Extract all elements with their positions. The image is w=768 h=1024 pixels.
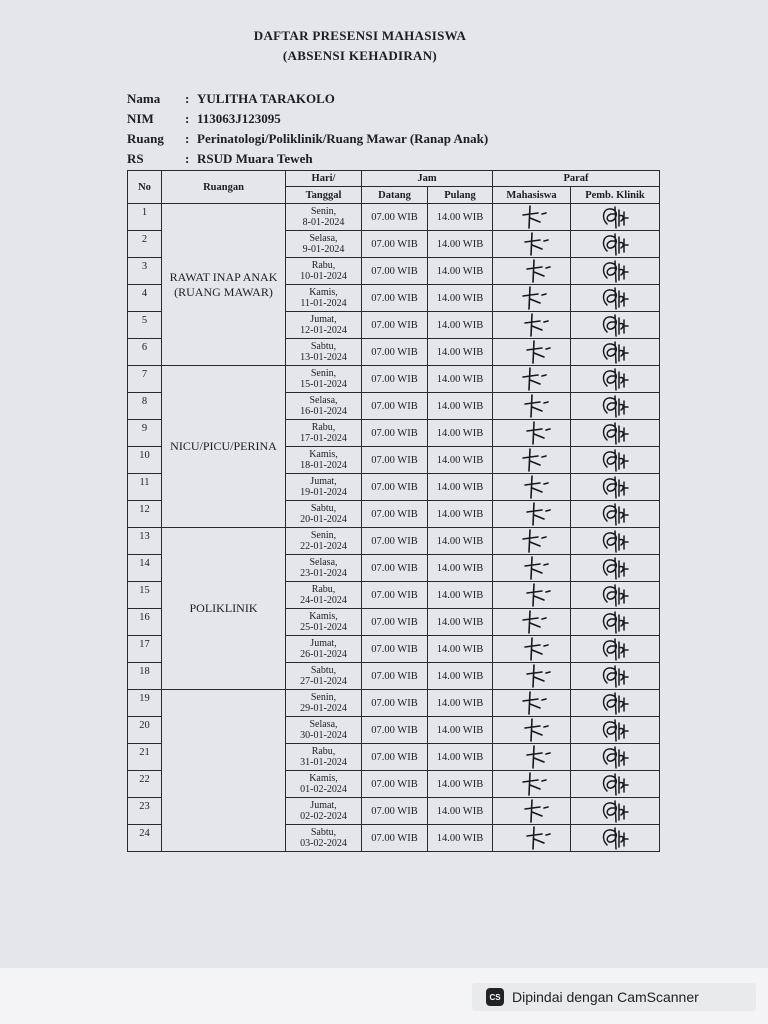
- day-name: Sabtu,: [310, 503, 337, 514]
- date-value: 10-01-2024: [300, 271, 347, 282]
- pulang-time: 14.00 WIB: [428, 744, 493, 771]
- day-name: Sabtu,: [310, 665, 337, 676]
- date-value: 17-01-2024: [300, 433, 347, 444]
- student-signature-icon: [512, 690, 552, 716]
- supervisor-signature-cell: [571, 771, 660, 798]
- supervisor-signature-cell: [571, 690, 660, 717]
- day-name: Rabu,: [311, 260, 336, 271]
- date-value: 24-01-2024: [300, 595, 347, 606]
- supervisor-signature-icon: [593, 636, 637, 662]
- supervisor-signature-cell: [571, 798, 660, 825]
- day-name: Rabu,: [311, 422, 336, 433]
- row-number: 2: [128, 231, 162, 258]
- day-date-cell: [286, 474, 362, 501]
- row-number: 6: [128, 339, 162, 366]
- supervisor-signature-icon: [593, 285, 637, 311]
- camscanner-watermark: [472, 983, 756, 1011]
- pulang-time: 14.00 WIB: [428, 366, 493, 393]
- datang-time: 07.00 WIB: [362, 393, 428, 420]
- supervisor-signature-cell: [571, 528, 660, 555]
- date-value: 31-01-2024: [300, 757, 347, 768]
- room-cell: [162, 690, 286, 852]
- day-name: Jumat,: [310, 638, 337, 649]
- student-signature-icon: [512, 339, 552, 365]
- student-signature-icon: [512, 663, 552, 689]
- datang-time: 07.00 WIB: [362, 204, 428, 231]
- info-label: NIM: [127, 111, 154, 126]
- datang-time: 07.00 WIB: [362, 663, 428, 690]
- day-name: Kamis,: [309, 611, 338, 622]
- supervisor-signature-icon: [593, 366, 637, 392]
- day-date-cell: [286, 690, 362, 717]
- supervisor-signature-cell: [571, 339, 660, 366]
- camscanner-text: Dipindai dengan CamScanner: [512, 989, 699, 1005]
- date-value: 02-02-2024: [300, 811, 347, 822]
- student-signature-cell: [493, 501, 571, 528]
- supervisor-signature-cell: [571, 825, 660, 852]
- student-signature-icon: [512, 474, 552, 500]
- row-number: 21: [128, 744, 162, 771]
- day-date-cell: [286, 339, 362, 366]
- day-date-cell: [286, 366, 362, 393]
- room-name: POLIKLINIK: [189, 601, 258, 615]
- datang-time: 07.00 WIB: [362, 690, 428, 717]
- day-date-cell: [286, 204, 362, 231]
- supervisor-signature-icon: [593, 393, 637, 419]
- supervisor-signature-icon: [593, 528, 637, 554]
- supervisor-signature-cell: [571, 555, 660, 582]
- date-value: 30-01-2024: [300, 730, 347, 741]
- supervisor-signature-icon: [593, 204, 637, 230]
- supervisor-signature-icon: [593, 744, 637, 770]
- supervisor-signature-icon: [593, 231, 637, 257]
- datang-time: 07.00 WIB: [362, 312, 428, 339]
- day-name: Jumat,: [310, 314, 337, 325]
- room-name: RAWAT INAP ANAK: [169, 269, 278, 284]
- header-hari: Hari/: [286, 171, 362, 187]
- datang-time: 07.00 WIB: [362, 636, 428, 663]
- day-date-cell: [286, 393, 362, 420]
- student-signature-icon: [512, 744, 552, 770]
- student-signature-cell: [493, 825, 571, 852]
- day-date-cell: [286, 420, 362, 447]
- supervisor-signature-icon: [593, 717, 637, 743]
- supervisor-signature-cell: [571, 447, 660, 474]
- date-value: 26-01-2024: [300, 649, 347, 660]
- header-jam: Jam: [362, 171, 493, 187]
- supervisor-signature-cell: [571, 366, 660, 393]
- datang-time: 07.00 WIB: [362, 420, 428, 447]
- supervisor-signature-icon: [593, 339, 637, 365]
- supervisor-signature-icon: [593, 663, 637, 689]
- student-signature-cell: [493, 690, 571, 717]
- datang-time: 07.00 WIB: [362, 501, 428, 528]
- date-value: 13-01-2024: [300, 352, 347, 363]
- pulang-time: 14.00 WIB: [428, 447, 493, 474]
- room-cell: [162, 528, 286, 690]
- day-name: Senin,: [310, 530, 337, 541]
- header-datang: Datang: [362, 187, 428, 204]
- info-separator: :: [185, 111, 190, 126]
- student-signature-cell: [493, 312, 571, 339]
- info-row-name: [127, 89, 488, 109]
- day-date-cell: [286, 717, 362, 744]
- day-date-cell: [286, 231, 362, 258]
- supervisor-signature-icon: [593, 825, 637, 851]
- student-signature-icon: [512, 582, 552, 608]
- student-signature-cell: [493, 771, 571, 798]
- pulang-time: 14.00 WIB: [428, 825, 493, 852]
- room-subname: (RUANG MAWAR): [174, 284, 273, 299]
- day-date-cell: [286, 825, 362, 852]
- supervisor-signature-cell: [571, 231, 660, 258]
- student-signature-icon: [512, 501, 552, 527]
- date-value: 16-01-2024: [300, 406, 347, 417]
- row-number: 18: [128, 663, 162, 690]
- day-name: Selasa,: [309, 395, 338, 406]
- info-label: Nama: [127, 91, 161, 106]
- day-date-cell: [286, 636, 362, 663]
- supervisor-signature-cell: [571, 744, 660, 771]
- info-value: RSUD Muara Teweh: [197, 151, 313, 166]
- day-date-cell: [286, 555, 362, 582]
- datang-time: 07.00 WIB: [362, 744, 428, 771]
- row-number: 23: [128, 798, 162, 825]
- supervisor-signature-icon: [593, 771, 637, 797]
- row-number: 12: [128, 501, 162, 528]
- day-name: Kamis,: [309, 287, 338, 298]
- row-number: 17: [128, 636, 162, 663]
- supervisor-signature-cell: [571, 717, 660, 744]
- date-value: 12-01-2024: [300, 325, 347, 336]
- student-signature-cell: [493, 366, 571, 393]
- row-number: 14: [128, 555, 162, 582]
- info-row-rs: [127, 149, 488, 169]
- pulang-time: 14.00 WIB: [428, 609, 493, 636]
- student-signature-icon: [512, 447, 552, 473]
- datang-time: 07.00 WIB: [362, 609, 428, 636]
- student-signature-cell: [493, 231, 571, 258]
- camscanner-logo-icon: CS: [486, 988, 504, 1006]
- pulang-time: 14.00 WIB: [428, 231, 493, 258]
- date-value: 18-01-2024: [300, 460, 347, 471]
- day-date-cell: [286, 663, 362, 690]
- student-signature-icon: [512, 798, 552, 824]
- info-label: RS: [127, 151, 144, 166]
- pulang-time: 14.00 WIB: [428, 312, 493, 339]
- day-date-cell: [286, 447, 362, 474]
- day-name: Sabtu,: [310, 827, 337, 838]
- info-value: 113063J123095: [197, 111, 281, 126]
- datang-time: 07.00 WIB: [362, 258, 428, 285]
- header-pembimbing: Pemb. Klinik: [571, 187, 660, 204]
- document-subtitle: (ABSENSI KEHADIRAN): [282, 48, 438, 63]
- pulang-time: 14.00 WIB: [428, 771, 493, 798]
- date-value: 9-01-2024: [302, 244, 345, 255]
- datang-time: 07.00 WIB: [362, 798, 428, 825]
- student-signature-icon: [512, 771, 552, 797]
- header-pulang: Pulang: [428, 187, 493, 204]
- day-name: Kamis,: [309, 773, 338, 784]
- pulang-time: 14.00 WIB: [428, 204, 493, 231]
- supervisor-signature-icon: [593, 690, 637, 716]
- info-label: Ruang: [127, 131, 164, 146]
- student-signature-icon: [512, 636, 552, 662]
- header-tanggal: Tanggal: [286, 187, 362, 204]
- day-name: Senin,: [310, 206, 337, 217]
- student-signature-icon: [512, 528, 552, 554]
- date-value: 29-01-2024: [300, 703, 347, 714]
- datang-time: 07.00 WIB: [362, 825, 428, 852]
- date-value: 20-01-2024: [300, 514, 347, 525]
- row-number: 9: [128, 420, 162, 447]
- row-number: 5: [128, 312, 162, 339]
- supervisor-signature-cell: [571, 609, 660, 636]
- supervisor-signature-cell: [571, 474, 660, 501]
- day-name: Sabtu,: [310, 341, 337, 352]
- row-number: 24: [128, 825, 162, 852]
- day-date-cell: [286, 582, 362, 609]
- student-signature-cell: [493, 609, 571, 636]
- student-signature-icon: [512, 312, 552, 338]
- supervisor-signature-cell: [571, 663, 660, 690]
- student-signature-cell: [493, 555, 571, 582]
- supervisor-signature-cell: [571, 285, 660, 312]
- row-number: 16: [128, 609, 162, 636]
- day-name: Rabu,: [311, 746, 336, 757]
- pulang-time: 14.00 WIB: [428, 582, 493, 609]
- date-value: 25-01-2024: [300, 622, 347, 633]
- datang-time: 07.00 WIB: [362, 474, 428, 501]
- supervisor-signature-cell: [571, 420, 660, 447]
- info-value: Perinatologi/Poliklinik/Ruang Mawar (Ranap Anak): [197, 131, 489, 146]
- supervisor-signature-icon: [593, 609, 637, 635]
- student-signature-cell: [493, 393, 571, 420]
- student-signature-icon: [512, 717, 552, 743]
- student-signature-cell: [493, 420, 571, 447]
- row-number: 22: [128, 771, 162, 798]
- row-number: 20: [128, 717, 162, 744]
- student-signature-icon: [512, 204, 552, 230]
- pulang-time: 14.00 WIB: [428, 663, 493, 690]
- date-value: 27-01-2024: [300, 676, 347, 687]
- row-number: 13: [128, 528, 162, 555]
- student-signature-cell: [493, 447, 571, 474]
- row-number: 1: [128, 204, 162, 231]
- pulang-time: 14.00 WIB: [428, 258, 493, 285]
- date-value: 11-01-2024: [300, 298, 347, 309]
- supervisor-signature-icon: [593, 798, 637, 824]
- student-signature-icon: [512, 420, 552, 446]
- datang-time: 07.00 WIB: [362, 582, 428, 609]
- day-name: Senin,: [310, 368, 337, 379]
- room-name: NICU/PICU/PERINA: [170, 439, 277, 453]
- date-value: 15-01-2024: [300, 379, 347, 390]
- supervisor-signature-icon: [593, 474, 637, 500]
- room-cell: [162, 204, 286, 366]
- date-value: 22-01-2024: [300, 541, 347, 552]
- datang-time: 07.00 WIB: [362, 447, 428, 474]
- supervisor-signature-icon: [593, 501, 637, 527]
- info-separator: :: [185, 151, 190, 166]
- student-signature-icon: [512, 555, 552, 581]
- date-value: 19-01-2024: [300, 487, 347, 498]
- info-row-nim: [127, 109, 488, 129]
- info-separator: :: [185, 91, 190, 106]
- row-number: 10: [128, 447, 162, 474]
- attendance-table: [127, 170, 660, 852]
- row-number: 19: [128, 690, 162, 717]
- supervisor-signature-cell: [571, 582, 660, 609]
- student-signature-cell: [493, 744, 571, 771]
- info-row-ruang: [127, 129, 488, 149]
- supervisor-signature-cell: [571, 501, 660, 528]
- supervisor-signature-icon: [593, 312, 637, 338]
- header-no: No: [128, 171, 162, 204]
- day-name: Jumat,: [310, 800, 337, 811]
- day-date-cell: [286, 744, 362, 771]
- day-name: Kamis,: [309, 449, 338, 460]
- supervisor-signature-cell: [571, 204, 660, 231]
- document-title: DAFTAR PRESENSI MAHASISWA: [253, 28, 467, 43]
- row-number: 4: [128, 285, 162, 312]
- student-signature-cell: [493, 663, 571, 690]
- student-signature-cell: [493, 339, 571, 366]
- supervisor-signature-cell: [571, 312, 660, 339]
- table-row: [128, 690, 660, 717]
- supervisor-signature-icon: [593, 420, 637, 446]
- date-value: 8-01-2024: [302, 217, 345, 228]
- day-date-cell: [286, 528, 362, 555]
- day-date-cell: [286, 285, 362, 312]
- day-date-cell: [286, 771, 362, 798]
- supervisor-signature-cell: [571, 258, 660, 285]
- row-number: 15: [128, 582, 162, 609]
- day-name: Selasa,: [309, 719, 338, 730]
- student-signature-cell: [493, 798, 571, 825]
- pulang-time: 14.00 WIB: [428, 501, 493, 528]
- info-value: YULITHA TARAKOLO: [197, 91, 335, 106]
- pulang-time: 14.00 WIB: [428, 393, 493, 420]
- row-number: 3: [128, 258, 162, 285]
- header-paraf: Paraf: [493, 171, 660, 187]
- pulang-time: 14.00 WIB: [428, 636, 493, 663]
- student-signature-cell: [493, 528, 571, 555]
- day-date-cell: [286, 312, 362, 339]
- pulang-time: 14.00 WIB: [428, 420, 493, 447]
- header-mahasiswa: Mahasiswa: [493, 187, 571, 204]
- datang-time: 07.00 WIB: [362, 231, 428, 258]
- student-signature-icon: [512, 231, 552, 257]
- day-date-cell: [286, 258, 362, 285]
- table-row: [128, 204, 660, 231]
- day-name: Selasa,: [309, 557, 338, 568]
- pulang-time: 14.00 WIB: [428, 528, 493, 555]
- pulang-time: 14.00 WIB: [428, 555, 493, 582]
- pulang-time: 14.00 WIB: [428, 285, 493, 312]
- table-row: [128, 528, 660, 555]
- info-separator: :: [185, 131, 190, 146]
- day-name: Selasa,: [309, 233, 338, 244]
- datang-time: 07.00 WIB: [362, 555, 428, 582]
- student-signature-icon: [512, 393, 552, 419]
- supervisor-signature-cell: [571, 393, 660, 420]
- datang-time: 07.00 WIB: [362, 528, 428, 555]
- supervisor-signature-icon: [593, 582, 637, 608]
- pulang-time: 14.00 WIB: [428, 474, 493, 501]
- datang-time: 07.00 WIB: [362, 285, 428, 312]
- student-info: [127, 89, 488, 169]
- pulang-time: 14.00 WIB: [428, 339, 493, 366]
- student-signature-cell: [493, 474, 571, 501]
- day-date-cell: [286, 609, 362, 636]
- table-row: [128, 366, 660, 393]
- student-signature-icon: [512, 285, 552, 311]
- date-value: 01-02-2024: [300, 784, 347, 795]
- row-number: 11: [128, 474, 162, 501]
- header-ruangan: Ruangan: [162, 171, 286, 204]
- student-signature-icon: [512, 258, 552, 284]
- student-signature-icon: [512, 825, 552, 851]
- day-date-cell: [286, 501, 362, 528]
- student-signature-cell: [493, 258, 571, 285]
- day-date-cell: [286, 798, 362, 825]
- student-signature-cell: [493, 582, 571, 609]
- date-value: 23-01-2024: [300, 568, 347, 579]
- supervisor-signature-cell: [571, 636, 660, 663]
- supervisor-signature-icon: [593, 258, 637, 284]
- datang-time: 07.00 WIB: [362, 366, 428, 393]
- row-number: 8: [128, 393, 162, 420]
- student-signature-cell: [493, 636, 571, 663]
- student-signature-cell: [493, 204, 571, 231]
- day-name: Jumat,: [310, 476, 337, 487]
- row-number: 7: [128, 366, 162, 393]
- student-signature-cell: [493, 285, 571, 312]
- room-cell: [162, 366, 286, 528]
- pulang-time: 14.00 WIB: [428, 717, 493, 744]
- pulang-time: 14.00 WIB: [428, 690, 493, 717]
- datang-time: 07.00 WIB: [362, 771, 428, 798]
- datang-time: 07.00 WIB: [362, 339, 428, 366]
- supervisor-signature-icon: [593, 447, 637, 473]
- attendance-rows: [128, 204, 660, 852]
- student-signature-cell: [493, 717, 571, 744]
- datang-time: 07.00 WIB: [362, 717, 428, 744]
- day-name: Rabu,: [311, 584, 336, 595]
- student-signature-icon: [512, 609, 552, 635]
- date-value: 03-02-2024: [300, 838, 347, 849]
- pulang-time: 14.00 WIB: [428, 798, 493, 825]
- student-signature-icon: [512, 366, 552, 392]
- supervisor-signature-icon: [593, 555, 637, 581]
- day-name: Senin,: [310, 692, 337, 703]
